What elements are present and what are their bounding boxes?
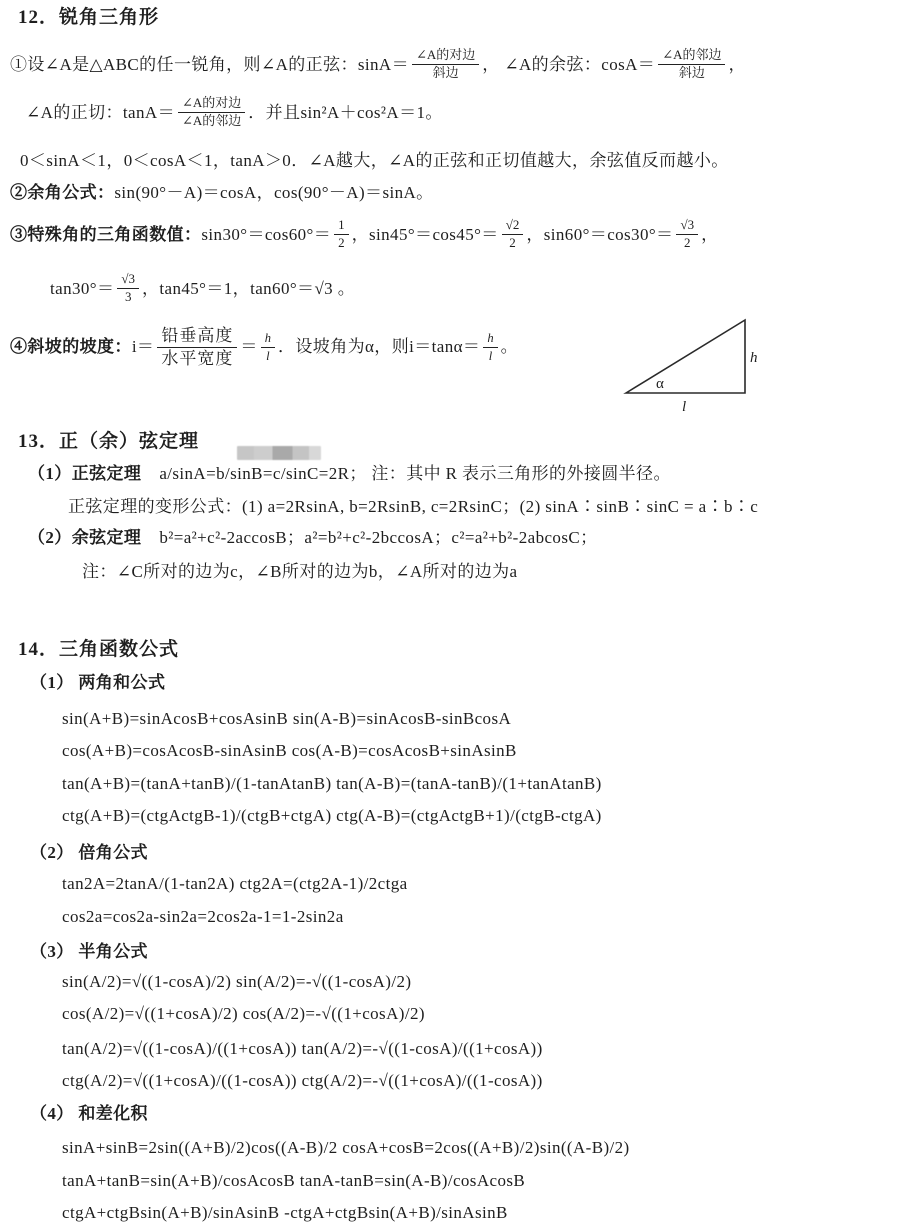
fraction [412,48,479,81]
fraction-denominator: 水平宽度 [161,348,234,368]
formula-line: ctg(A/2)=√((1+cosA)/((1-cosA)) ctg(A/2)=-√((1+cosA)/((1-cosA)) [62,1071,543,1090]
group-4-title: （4） 和差化积 [30,1104,148,1123]
fraction-numerator: 1 [334,218,349,235]
fraction [676,218,698,251]
formula-line: sin(A+B)=sinAcosB+cosAsinB sin(A-B)=sinAcosB-sinBcosA [62,709,512,728]
fraction-numerator: √3 [676,218,698,235]
fraction-numerator: √2 [502,218,524,235]
text-segment: i＝ [131,337,155,357]
group-1-title: （1） 两角和公式 [30,673,166,692]
section-14-heading: 14．三角函数公式 [18,639,180,660]
label-segment: ②余角公式： [10,183,115,202]
slope-triangle-diagram [618,312,778,414]
fraction-denominator: 3 [124,288,132,304]
tangent-definition-line [26,96,443,129]
fraction [178,96,245,129]
fraction-numerator: h [261,331,275,347]
section-13-heading: 13．正（余）弦定理 [18,431,200,452]
angle-alpha-label: α [656,376,664,392]
sine-cosine-definition-line [10,48,746,81]
formula-segment: b²=a²+c²-2accosB；a²=b²+c²-2bccosA；c²=a²+b²-2abcosC； [159,528,598,547]
sine-rule-variants-line: 正弦定理的变形公式：(1) a=2RsinA, b=2RsinB, c=2RsinC；(2) sinA∶sinB∶sinC = a∶b∶c [68,497,759,516]
fraction-numerator: 铅垂高度 [157,326,237,348]
formula-line: tan2A=2tanA/(1-tan2A) ctg2A=(ctg2A-1)/2ctga [62,874,408,893]
group-3-title: （3） 半角公式 [30,942,148,961]
formula-line: tanA+tanB=sin(A+B)/cosAcosB tanA-tanB=sin(A-B)/cosAcosB [62,1171,526,1190]
text-segment: ， [701,224,719,244]
tangent-values-line [50,272,355,305]
fraction-numerator: √3 [117,272,139,289]
formula-line: cos(A+B)=cosAcosB-sinAsinB cos(A-B)=cosAcosB+sinAsinB [62,741,517,760]
formula-segment: a/sinA=b/sinB=c/sinC=2R； [159,464,367,483]
height-label: h [750,350,758,366]
text-segment: sin(90°－A)＝cosA，cos(90°－A)＝sinA。 [114,183,434,202]
label-segment: （1）正弦定理 [28,464,142,483]
fraction-numerator: ∠A的对边 [412,48,479,65]
formula-line: sinA+sinB=2sin((A+B)/2)cos((A-B)/2 cosA+cosB=2cos((A+B)/2)sin((A-B)/2) [62,1138,630,1157]
fraction-numerator: ∠A的邻边 [658,48,725,65]
fraction-denominator: 斜边 [678,64,705,80]
text-segment: ∠A的正切：tanA＝ [26,102,175,122]
formula-line: tan(A/2)=√((1-cosA)/((1+cosA)) tan(A/2)=-√((1-cosA)/((1+cosA)) [62,1039,543,1058]
formula-line: cos(A/2)=√((1+cosA)/2) cos(A/2)=-√((1+cosA)/2) [62,1004,425,1023]
length-label: l [682,399,687,414]
text-segment: ， ∠A的余弦：cosA＝ [482,54,656,74]
fraction-numerator: h [483,331,497,347]
fraction-denominator: l [266,348,270,363]
cosine-rule-note-line: 注：∠C所对的边为c，∠B所对的边为b，∠A所对的边为a [82,562,518,581]
text-segment: ， [728,54,746,74]
text-segment: ，sin60°＝cos30°＝ [526,224,674,244]
fraction [502,218,524,251]
triangle-shape [626,320,745,393]
fraction-denominator: ∠A的邻边 [181,112,242,128]
section-12-heading: 12．锐角三角形 [18,7,160,28]
fraction [483,331,497,363]
fraction [261,331,275,363]
redacted-watermark [237,446,321,460]
fraction [658,48,725,81]
sine-rule-line [28,463,671,484]
fraction-denominator: 2 [684,234,691,250]
text-segment: ①设∠A是△ABC的任一锐角，则∠A的正弦：sinA＝ [10,54,409,74]
formula-line: tan(A+B)=(tanA+tanB)/(1-tanAtanB) tan(A-B)=(tanA-tanB)/(1+tanAtanB) [62,774,602,793]
formula-line: ctgA+ctgBsin(A+B)/sinAsinB -ctgA+ctgBsin(A+B)/sinAsinB [62,1203,508,1222]
formula-line: sin(A/2)=√((1-cosA)/2) sin(A/2)=-√((1-cosA)/2) [62,972,412,991]
text-segment: ．并且sin²A＋cos²A＝1。 [248,102,443,122]
complementary-angle-line [10,182,434,203]
label-segment: （2）余弦定理 [28,528,142,547]
fraction [334,218,349,251]
text-segment: sin30°＝cos60°＝ [201,224,332,244]
fraction [117,272,139,305]
fraction-numerator: ∠A的对边 [178,96,245,113]
cosine-rule-line [28,527,597,548]
special-angle-values-line [10,218,719,251]
formula-line: cos2a=cos2a-sin2a=2cos2a-1=1-2sin2a [62,907,344,926]
text-segment: tan30°＝ [50,278,115,298]
fraction-denominator: 2 [338,234,345,250]
fraction [157,326,237,368]
slope-gradient-line [10,326,518,368]
fraction-denominator: 斜边 [432,64,459,80]
text-segment: ，sin45°＝cos45°＝ [351,224,499,244]
text-segment: ＝ [240,337,258,357]
note-segment: 注：其中 R 表示三角形的外接圆半径。 [371,464,671,483]
fraction-denominator: l [488,348,493,363]
label-segment: ③特殊角的三角函数值： [10,224,202,244]
text-segment: 。 [500,337,518,357]
range-note-line: 0＜sinA＜1，0＜cosA＜1，tanA＞0．∠A越大，∠A的正弦和正切值越大，余弦值反而越小。 [20,151,729,170]
group-2-title: （2） 倍角公式 [30,843,148,862]
text-segment: ．设坡角为α，则i＝tanα＝ [278,337,481,357]
text-segment: ，tan45°＝1，tan60°＝√3 。 [142,278,356,298]
formula-line: ctg(A+B)=(ctgActgB-1)/(ctgB+ctgA) ctg(A-B)=(ctgActgB+1)/(ctgB-ctgA) [62,806,602,825]
fraction-denominator: 2 [509,234,516,250]
label-segment: ④斜坡的坡度： [10,337,132,357]
